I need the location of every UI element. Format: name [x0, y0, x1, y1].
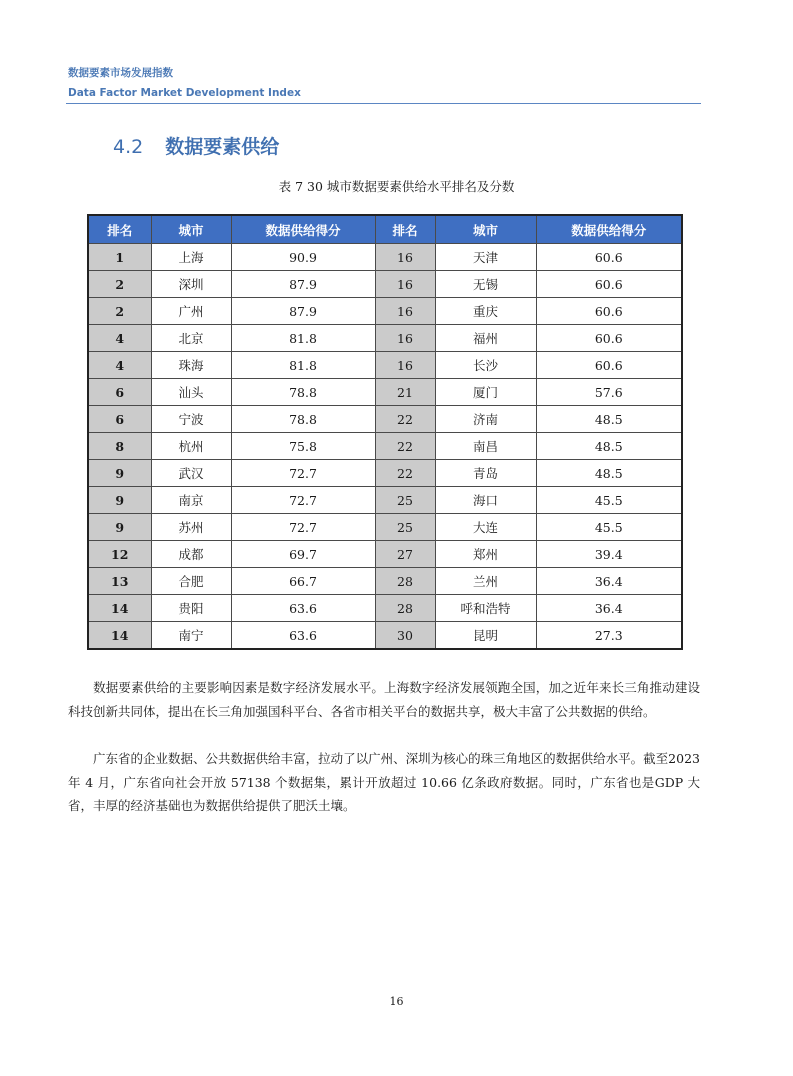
cell-city: 武汉 — [151, 460, 231, 487]
cell-city: 长沙 — [435, 352, 536, 379]
table-row — [88, 514, 682, 541]
cell-score: 72.7 — [231, 487, 375, 514]
ranking-table — [87, 214, 683, 650]
cell-score: 72.7 — [231, 460, 375, 487]
cell-rank: 16 — [375, 271, 435, 298]
table-row — [88, 460, 682, 487]
cell-score: 87.9 — [231, 271, 375, 298]
cell-rank: 13 — [88, 568, 151, 595]
section-title: 数据要素供给 — [165, 136, 280, 158]
cell-rank: 21 — [375, 379, 435, 406]
cell-city: 深圳 — [151, 271, 231, 298]
column-header-score-right: 数据供给得分 — [536, 215, 682, 244]
column-header-rank-right: 排名 — [375, 215, 435, 244]
cell-rank: 22 — [375, 460, 435, 487]
column-header-rank: 排名 — [88, 215, 151, 244]
cell-rank: 6 — [88, 379, 151, 406]
cell-rank: 9 — [88, 487, 151, 514]
cell-city: 大连 — [435, 514, 536, 541]
cell-city: 珠海 — [151, 352, 231, 379]
table-row — [88, 487, 682, 514]
cell-city: 南宁 — [151, 622, 231, 650]
cell-score: 45.5 — [536, 514, 682, 541]
cell-city: 北京 — [151, 325, 231, 352]
table-row — [88, 325, 682, 352]
table-row — [88, 406, 682, 433]
cell-score: 63.6 — [231, 622, 375, 650]
table-caption: 表 7 30 城市数据要素供给水平排名及分数 — [278, 179, 515, 194]
cell-city: 杭州 — [151, 433, 231, 460]
cell-score: 60.6 — [536, 325, 682, 352]
cell-city: 福州 — [435, 325, 536, 352]
cell-score: 78.8 — [231, 406, 375, 433]
cell-rank: 16 — [375, 244, 435, 271]
cell-rank: 25 — [375, 514, 435, 541]
cell-city: 南京 — [151, 487, 231, 514]
cell-city: 合肥 — [151, 568, 231, 595]
column-header-city-right: 城市 — [435, 215, 536, 244]
cell-rank: 16 — [375, 325, 435, 352]
cell-city: 南昌 — [435, 433, 536, 460]
running-header-title-en: Data Factor Market Development Index — [68, 87, 301, 99]
cell-score: 48.5 — [536, 406, 682, 433]
cell-city: 成都 — [151, 541, 231, 568]
paragraph-text: 广东省的企业数据、公共数据供给丰富，拉动了以广州、深圳为核心的珠三角地区的数据供给水平。截至2023 年 4 月，广东省向社会开放 57138 个数据集，累计开放超过 10.66 亿条政府数据。同时，广东省也是GDP 大省，丰厚的经济基础也为数据供给提供了肥沃土壤。 — [68, 751, 700, 813]
cell-score: 48.5 — [536, 433, 682, 460]
table-row — [88, 271, 682, 298]
cell-city: 兰州 — [435, 568, 536, 595]
cell-city: 汕头 — [151, 379, 231, 406]
cell-score: 36.4 — [536, 568, 682, 595]
cell-rank: 28 — [375, 568, 435, 595]
table-row — [88, 568, 682, 595]
cell-score: 60.6 — [536, 298, 682, 325]
cell-rank: 9 — [88, 514, 151, 541]
column-header-score: 数据供给得分 — [231, 215, 375, 244]
cell-score: 60.6 — [536, 352, 682, 379]
cell-rank: 8 — [88, 433, 151, 460]
cell-score: 66.7 — [231, 568, 375, 595]
table-row — [88, 244, 682, 271]
body-paragraph — [68, 747, 700, 818]
cell-rank: 27 — [375, 541, 435, 568]
table-row — [88, 541, 682, 568]
cell-rank: 2 — [88, 298, 151, 325]
cell-city: 无锡 — [435, 271, 536, 298]
cell-rank: 2 — [88, 271, 151, 298]
cell-rank: 16 — [375, 298, 435, 325]
cell-city: 上海 — [151, 244, 231, 271]
cell-score: 81.8 — [231, 325, 375, 352]
cell-city: 贵阳 — [151, 595, 231, 622]
cell-score: 27.3 — [536, 622, 682, 650]
cell-rank: 1 — [88, 244, 151, 271]
cell-score: 45.5 — [536, 487, 682, 514]
table-row — [88, 595, 682, 622]
paragraph-text: 数据要素供给的主要影响因素是数字经济发展水平。上海数字经济发展领跑全国，加之近年来长三角推动建设科技创新共同体，提出在长三角加强国科平台、各省市相关平台的数据共享，极大丰富了公共数据的供给。 — [68, 680, 700, 719]
running-header — [68, 66, 301, 101]
table-body — [88, 244, 682, 650]
cell-score: 90.9 — [231, 244, 375, 271]
cell-city: 厦门 — [435, 379, 536, 406]
cell-rank: 16 — [375, 352, 435, 379]
cell-city: 海口 — [435, 487, 536, 514]
cell-score: 78.8 — [231, 379, 375, 406]
cell-score: 81.8 — [231, 352, 375, 379]
column-header-city: 城市 — [151, 215, 231, 244]
cell-rank: 22 — [375, 406, 435, 433]
cell-rank: 30 — [375, 622, 435, 650]
table-row — [88, 379, 682, 406]
header-divider — [66, 103, 701, 104]
cell-rank: 14 — [88, 595, 151, 622]
table-row — [88, 298, 682, 325]
cell-score: 48.5 — [536, 460, 682, 487]
cell-city: 重庆 — [435, 298, 536, 325]
table-header-row — [88, 215, 682, 244]
cell-rank: 6 — [88, 406, 151, 433]
cell-city: 呼和浩特 — [435, 595, 536, 622]
cell-score: 60.6 — [536, 244, 682, 271]
cell-rank: 4 — [88, 352, 151, 379]
cell-city: 青岛 — [435, 460, 536, 487]
cell-rank: 25 — [375, 487, 435, 514]
cell-rank: 4 — [88, 325, 151, 352]
cell-score: 36.4 — [536, 595, 682, 622]
cell-score: 87.9 — [231, 298, 375, 325]
table-row — [88, 433, 682, 460]
section-heading — [113, 132, 279, 159]
table-row — [88, 352, 682, 379]
cell-score: 57.6 — [536, 379, 682, 406]
table-row — [88, 622, 682, 650]
cell-score: 75.8 — [231, 433, 375, 460]
cell-rank: 9 — [88, 460, 151, 487]
cell-rank: 28 — [375, 595, 435, 622]
running-header-title-zh: 数据要素市场发展指数 — [68, 67, 173, 79]
cell-city: 苏州 — [151, 514, 231, 541]
cell-score: 60.6 — [536, 271, 682, 298]
cell-score: 39.4 — [536, 541, 682, 568]
body-paragraph — [68, 676, 700, 723]
cell-rank: 12 — [88, 541, 151, 568]
page-number: 16 — [389, 995, 404, 1008]
cell-city: 郑州 — [435, 541, 536, 568]
cell-rank: 14 — [88, 622, 151, 650]
section-number: 4.2 — [113, 136, 144, 158]
cell-score: 72.7 — [231, 514, 375, 541]
cell-score: 69.7 — [231, 541, 375, 568]
cell-score: 63.6 — [231, 595, 375, 622]
cell-city: 昆明 — [435, 622, 536, 650]
cell-city: 广州 — [151, 298, 231, 325]
cell-city: 济南 — [435, 406, 536, 433]
cell-city: 天津 — [435, 244, 536, 271]
cell-rank: 22 — [375, 433, 435, 460]
cell-city: 宁波 — [151, 406, 231, 433]
